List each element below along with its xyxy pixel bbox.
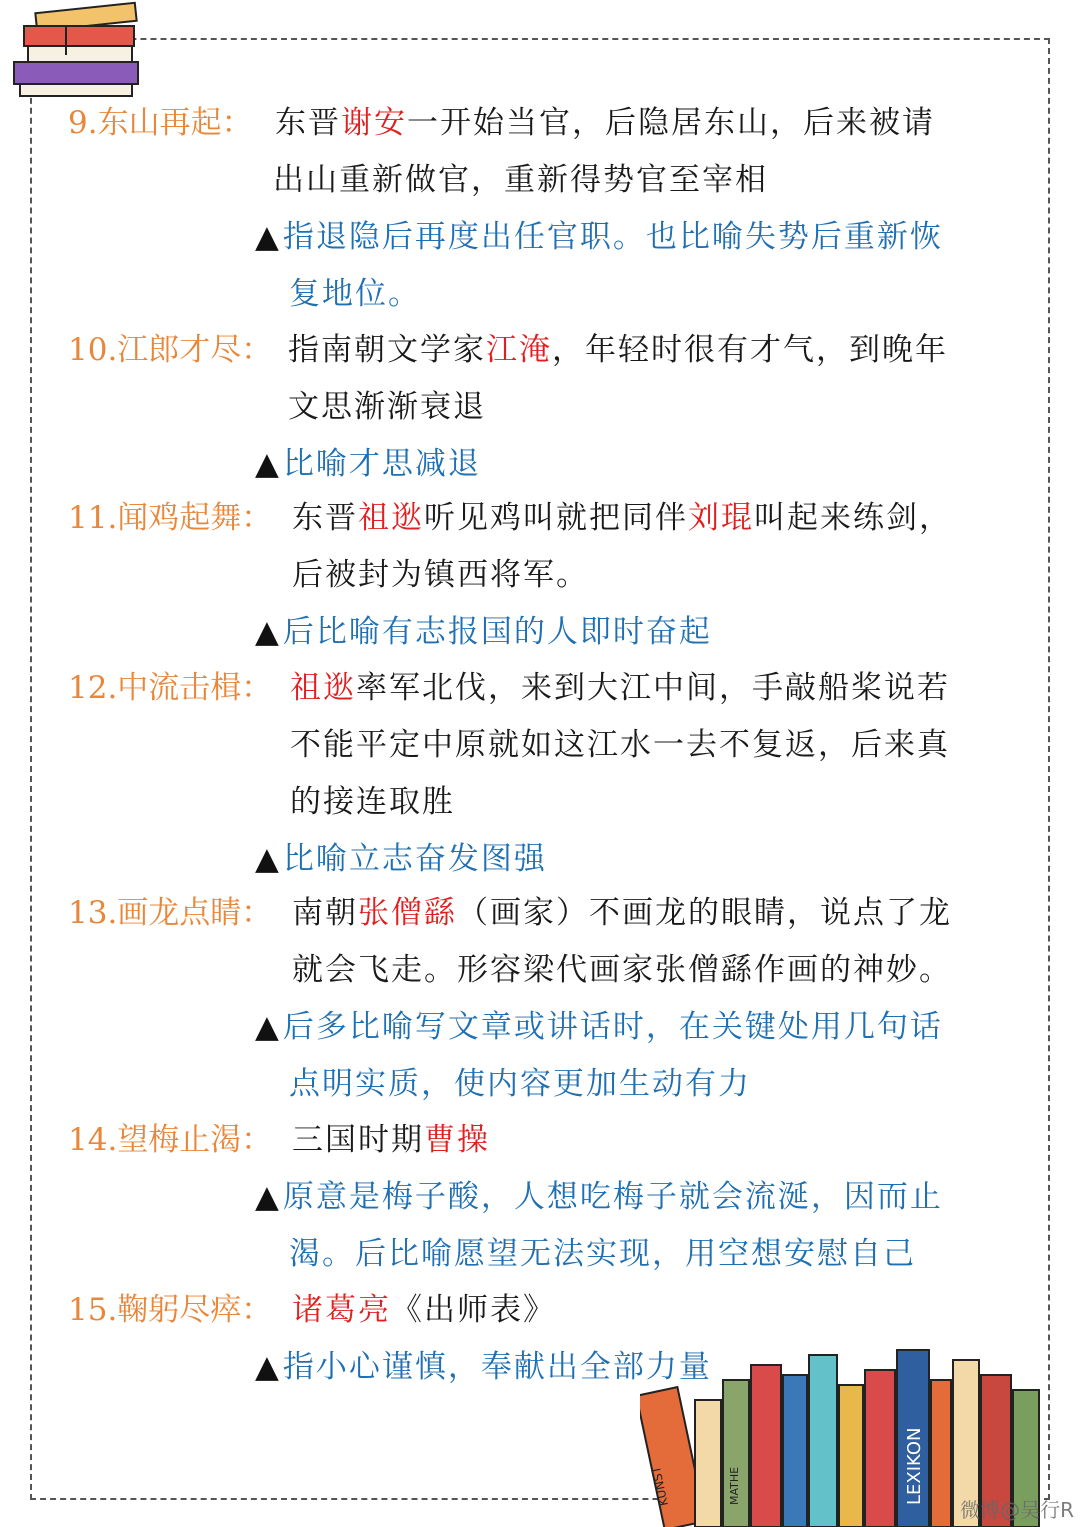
story-text: ，年轻时很有才气，到晚年 bbox=[552, 332, 948, 368]
story-line bbox=[273, 152, 935, 209]
meaning-line bbox=[255, 209, 1025, 266]
book-spine-mathe: MATHE bbox=[728, 1466, 741, 1505]
triangle-marker-icon: ▲ bbox=[255, 1179, 281, 1215]
person-name: 祖逖 bbox=[290, 670, 356, 706]
person-name: 祖逖 bbox=[358, 500, 424, 536]
meaning-line bbox=[255, 604, 1025, 661]
triangle-marker-icon: ▲ bbox=[255, 841, 281, 877]
story-text: 指南朝文学家 bbox=[288, 332, 486, 368]
person-name: 江淹 bbox=[486, 332, 552, 368]
meaning-text: 后比喻有志报国的人即时奋起 bbox=[282, 614, 712, 650]
idiom-title: 14.望梅止渴： bbox=[68, 1122, 273, 1158]
watermark: 微博@吴行R bbox=[960, 1498, 1074, 1522]
meaning-line bbox=[255, 266, 1025, 323]
idiom-story bbox=[288, 322, 948, 436]
idiom-story bbox=[292, 885, 952, 999]
story-line bbox=[290, 774, 950, 831]
story-text: 就会飞走。形容梁代画家张僧繇作画的神妙。 bbox=[292, 952, 952, 988]
meaning-line bbox=[255, 1226, 1025, 1283]
idiom-story bbox=[275, 95, 935, 209]
meaning-text: 指退隐后再度出任官职。也比喻失势后重新恢 bbox=[282, 219, 943, 255]
story-line bbox=[288, 379, 948, 436]
idiom-title: 13.画龙点睛： bbox=[68, 895, 273, 931]
person-name: 张僧繇 bbox=[358, 895, 457, 931]
idiom-title: 12.中流击楫： bbox=[68, 670, 273, 706]
meaning-text: 点明实质，使内容更加生动有力 bbox=[289, 1066, 751, 1102]
story-text: 的接连取胜 bbox=[290, 784, 455, 820]
meaning-text: 渴。后比喻愿望无法实现，用空想安慰自己 bbox=[289, 1236, 916, 1272]
story-text: 东晋 bbox=[292, 500, 358, 536]
idiom-title: 15.鞠躬尽瘁： bbox=[68, 1292, 273, 1328]
idiom-meaning bbox=[255, 604, 1025, 661]
triangle-marker-icon: ▲ bbox=[255, 1009, 281, 1045]
person-name: 刘琨 bbox=[688, 500, 754, 536]
meaning-line bbox=[255, 999, 1025, 1056]
idiom-meaning bbox=[255, 999, 1025, 1113]
story-line bbox=[290, 717, 950, 774]
story-line bbox=[292, 1112, 490, 1169]
meaning-text: 原意是梅子酸，人想吃梅子就会流涎，因而止 bbox=[282, 1179, 943, 1215]
story-line bbox=[290, 660, 950, 717]
story-line bbox=[292, 547, 952, 604]
idiom-meaning bbox=[255, 1339, 1025, 1396]
meaning-text: 比喻立志奋发图强 bbox=[282, 841, 547, 877]
meaning-line bbox=[255, 831, 1025, 888]
story-text: 东晋 bbox=[275, 105, 341, 141]
story-text: 听见鸡叫就把同伴 bbox=[424, 500, 688, 536]
idiom-meaning bbox=[255, 831, 1025, 888]
triangle-marker-icon: ▲ bbox=[255, 446, 281, 482]
story-line bbox=[292, 490, 952, 547]
person-name: 诸葛亮 bbox=[292, 1292, 391, 1328]
story-text: 后被封为镇西将军。 bbox=[292, 557, 589, 593]
story-text: （画家）不画龙的眼睛，说点了龙 bbox=[457, 895, 952, 931]
idiom-meaning bbox=[255, 209, 1025, 323]
triangle-marker-icon: ▲ bbox=[255, 1349, 281, 1385]
idiom-meaning bbox=[255, 436, 1025, 493]
idiom-meaning bbox=[255, 1169, 1025, 1283]
meaning-line bbox=[255, 1169, 1025, 1226]
person-name: 谢安 bbox=[341, 105, 407, 141]
meaning-text: 后多比喻写文章或讲话时，在关键处用几句话 bbox=[282, 1009, 943, 1045]
story-line bbox=[275, 95, 935, 152]
meaning-text: 指小心谨慎，奉献出全部力量 bbox=[282, 1349, 712, 1385]
story-text: 叫起来练剑， bbox=[754, 500, 952, 536]
idiom-title: 9.东山再起： bbox=[68, 105, 253, 141]
story-text: 文思渐渐衰退 bbox=[288, 389, 486, 425]
story-line bbox=[292, 942, 952, 999]
stacked-books-icon bbox=[6, 0, 146, 110]
story-text: 率军北伐，来到大江中间，手敲船桨说若 bbox=[356, 670, 950, 706]
meaning-text: 比喻才思减退 bbox=[282, 446, 481, 482]
story-text: 三国时期 bbox=[292, 1122, 424, 1158]
triangle-marker-icon: ▲ bbox=[255, 219, 281, 255]
idiom-title: 11.闻鸡起舞： bbox=[68, 500, 273, 536]
meaning-text: 复地位。 bbox=[289, 276, 421, 312]
story-line bbox=[292, 1282, 556, 1339]
person-name: 曹操 bbox=[424, 1122, 490, 1158]
idiom-story bbox=[292, 1282, 556, 1339]
idiom-story bbox=[292, 1112, 490, 1169]
book-spine-lexikon: LEXIKON bbox=[904, 1427, 925, 1505]
story-text: 南朝 bbox=[292, 895, 358, 931]
idiom-title: 10.江郎才尽： bbox=[68, 332, 273, 368]
story-text: 一开始当官，后隐居东山，后来被请 bbox=[407, 105, 935, 141]
idiom-story bbox=[292, 490, 952, 604]
story-text: 《出师表》 bbox=[391, 1292, 556, 1328]
story-line bbox=[292, 885, 952, 942]
meaning-line bbox=[255, 1056, 1025, 1113]
story-line bbox=[288, 322, 948, 379]
story-text: 出山重新做官，重新得势官至宰相 bbox=[273, 162, 768, 198]
triangle-marker-icon: ▲ bbox=[255, 614, 281, 650]
story-text: 不能平定中原就如这江水一去不复返，后来真 bbox=[290, 727, 950, 763]
meaning-line bbox=[255, 436, 1025, 493]
idiom-story bbox=[290, 660, 950, 831]
book-spine-kunst: KUNST bbox=[648, 1464, 671, 1508]
meaning-line bbox=[255, 1339, 1025, 1396]
